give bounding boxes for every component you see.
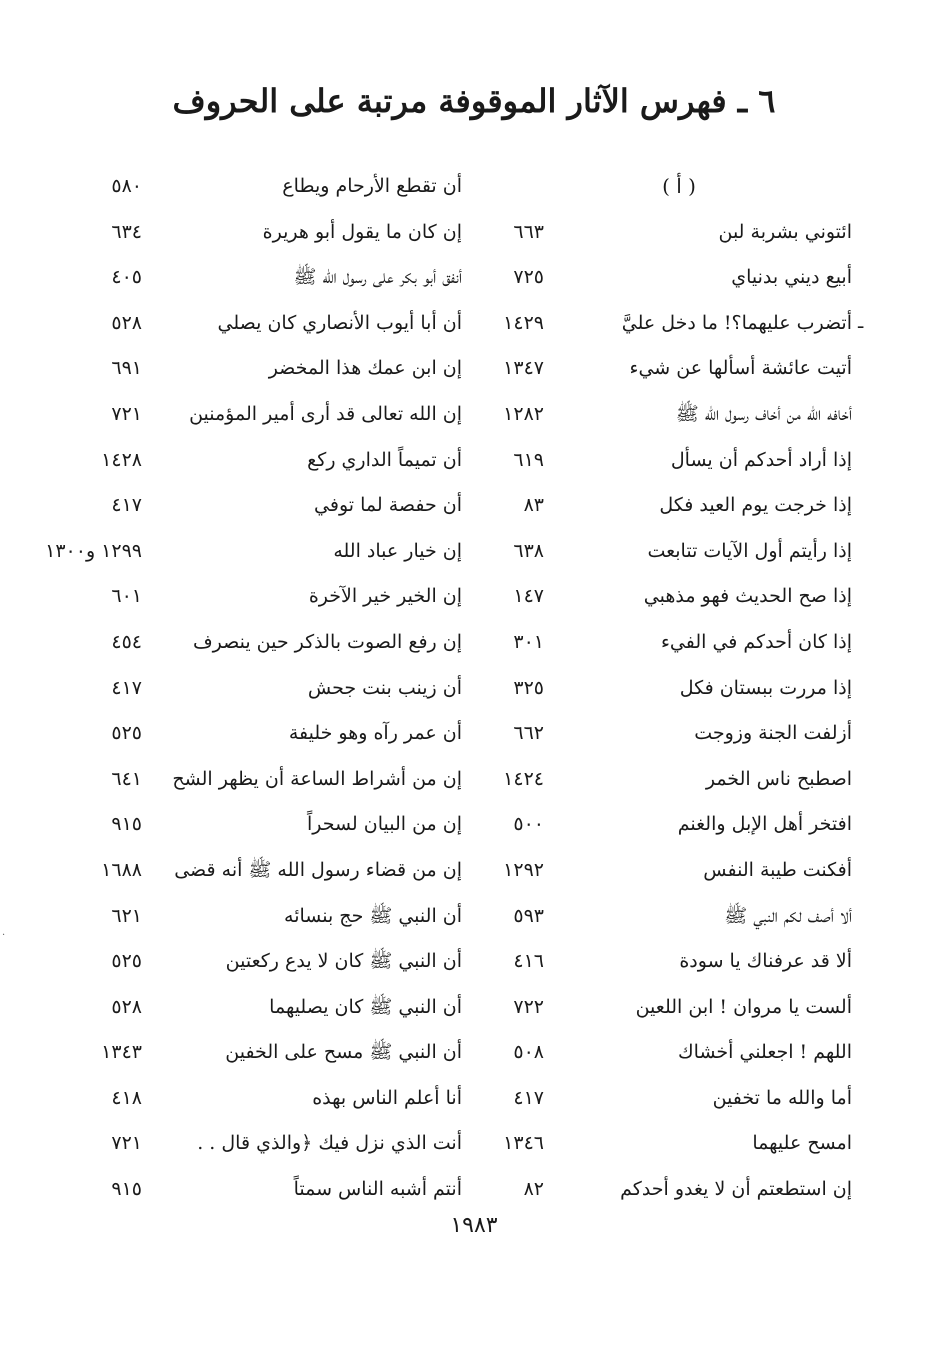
index-entry [492, 711, 852, 757]
entry-page-number: ١٤٢٨ [101, 448, 142, 471]
index-entry [94, 574, 462, 620]
entry-page-number: ٥٢٥ [111, 722, 142, 745]
index-title: ٦ ـ فهرس الآثار الموقوفة مرتبة على الحروف [172, 82, 776, 120]
entry-page-number: ٦٦٢ [513, 722, 544, 745]
index-entry [492, 939, 852, 985]
entry-page-number: ٥٠٨ [513, 1041, 544, 1064]
entry-text: افتخر أهل الإبل والغنم [677, 813, 852, 836]
entry-text: ألا قد عرفناك يا سودة [679, 950, 852, 973]
index-entry [492, 255, 852, 301]
entry-text: إن استطعتم أن لا يغدو أحدكم [620, 1178, 852, 1201]
entry-text: أن حفصة لما توفي [314, 494, 462, 517]
entry-text: أنت الذي نزل فيك ﴿والذي قال . . [197, 1132, 462, 1155]
entry-text: إذا أراد أحدكم أن يسأل [670, 448, 852, 471]
entry-text: اللهم ! اجعلني أخشاك [678, 1041, 852, 1064]
entry-text: أتضرب عليهما؟! ما دخل عليَّ [621, 311, 852, 334]
index-entry [94, 210, 462, 256]
index-entry [492, 210, 852, 256]
index-entry [94, 483, 462, 529]
index-entry [492, 301, 852, 347]
entry-text: أنا أعلم الناس بهذه [312, 1086, 462, 1109]
entry-text: إذا مررت ببستان فكل [679, 676, 852, 699]
page-number: ١٩٨٣ [450, 1213, 498, 1238]
entry-text: ألست يا مروان ! ابن اللعين [635, 995, 852, 1018]
entry-text: اصطبح ناس الخمر [705, 767, 852, 790]
entry-page-number: ١٤٧ [513, 585, 544, 608]
entry-text: أن النبي ﷺ كان لا يدع ركعتين [225, 950, 462, 973]
entry-text: أنتم أشبه الناس سمتاً [293, 1178, 462, 1201]
index-entry [492, 1121, 852, 1167]
entry-page-number: ٧٢٥ [513, 266, 544, 289]
index-entry [94, 757, 462, 803]
stray-mark: · [2, 930, 6, 941]
entry-page-number: ٥٢٨ [111, 311, 142, 334]
entry-page-number: ٤١٧ [111, 494, 142, 517]
entry-text: إن الله تعالى قد أرى أمير المؤمنين [189, 402, 462, 425]
entry-text: أن النبي ﷺ مسح على الخفين [225, 1041, 462, 1064]
entry-text: أتيت عائشة أسألها عن شيء [629, 357, 852, 380]
entry-text: أزلفت الجنة وزوجت [694, 722, 852, 745]
section-letter-heading [492, 164, 852, 210]
index-entry [94, 620, 462, 666]
entry-text: أن النبي ﷺ حج بنسائه [284, 904, 462, 927]
entry-text: أن زينب بنت جحش [307, 676, 462, 699]
index-entry [492, 666, 852, 712]
entry-page-number: ٥٩٣ [513, 904, 544, 927]
entry-page-number: ٦٠١ [111, 585, 142, 608]
index-entry [94, 392, 462, 438]
entry-page-number: ٧٢٢ [513, 995, 544, 1018]
index-entry [94, 255, 462, 301]
index-entry [94, 1030, 462, 1076]
entry-text: إن من البيان لسحراً [306, 813, 462, 836]
entry-text: أخافه الله من أخاف رسول الله ﷺ [675, 402, 852, 425]
entry-page-number: ٣٠١ [513, 630, 544, 653]
entry-page-number: ٤٥٤ [111, 630, 142, 653]
entry-page-number: ٥٠٠ [513, 813, 544, 836]
index-entry [492, 802, 852, 848]
entry-page-number: ٤١٧ [513, 1086, 544, 1109]
index-entry [45, 529, 462, 575]
index-entry [94, 848, 462, 894]
entry-page-number: ٤١٧ [111, 676, 142, 699]
index-entry [492, 848, 852, 894]
entry-page-number: ٨٣ [523, 494, 544, 517]
entry-page-number: ٦٦٣ [513, 220, 544, 243]
entry-text: ألا أصف لكم النبي ﷺ [724, 904, 852, 927]
entry-page-number: ٦٩١ [111, 357, 142, 380]
entry-text: ائتوني بشربة لبن [718, 220, 852, 243]
index-entry [94, 1121, 462, 1167]
entry-page-number: ٦٣٤ [111, 220, 142, 243]
index-entry [492, 1030, 852, 1076]
entry-page-number: ١٣٤٧ [503, 357, 544, 380]
entry-page-number: ١٢٩٢ [503, 858, 544, 881]
entry-text: أما والله ما تخفين [712, 1086, 852, 1109]
entry-page-number: ٥٢٥ [111, 950, 142, 973]
index-entry [492, 574, 852, 620]
entry-text: إن ابن عمك هذا المخضر [268, 357, 462, 380]
entry-text: أن تميماً الداري ركع [307, 448, 462, 471]
index-entry [94, 939, 462, 985]
entry-text: أنفق أبو بكر على رسول الله ﷺ [293, 266, 462, 289]
index-entry [94, 346, 462, 392]
entry-text: إن خيار عباد الله [333, 539, 462, 562]
entry-text: إذا صح الحديث فهو مذهبي [643, 585, 852, 608]
entry-page-number: ١٦٨٨ [101, 858, 142, 881]
entry-text: إن رفع الصوت بالذكر حين ينصرف [192, 630, 462, 653]
entry-page-number: ١٢٩٩ و١٣٠٠ [45, 539, 142, 562]
entry-page-number: ٨٢ [523, 1178, 544, 1201]
entry-page-number: ٣٢٥ [513, 676, 544, 699]
index-column-left [45, 164, 462, 1213]
index-entry [94, 438, 462, 484]
entry-page-number: ٧٢١ [111, 1132, 142, 1155]
entry-page-number: ٦٣٨ [513, 539, 544, 562]
entry-text: إن الخير خير الآخرة [308, 585, 462, 608]
index-entry [492, 438, 852, 484]
index-entry [94, 1076, 462, 1122]
entry-text: أن تقطع الأرحام ويطاع [282, 175, 462, 197]
entry-page-number: ٦٢١ [111, 904, 142, 927]
entry-page-number: ٩١٥ [111, 1178, 142, 1201]
index-entry [94, 802, 462, 848]
entry-text: إن كان ما يقول أبو هريرة [262, 220, 462, 243]
entry-page-number: ٦١٩ [513, 448, 544, 471]
entry-text: أن أبا أيوب الأنصاري كان يصلي [217, 311, 462, 334]
index-entry [94, 711, 462, 757]
index-entry [94, 666, 462, 712]
index-entry [492, 620, 852, 666]
entry-page-number: ٥٨٠ [111, 175, 142, 197]
entry-text: إذا خرجت يوم العيد فكل [659, 494, 852, 517]
index-entry [492, 1076, 852, 1122]
entry-page-number: ١٣٤٣ [101, 1041, 142, 1064]
index-entry [94, 1167, 462, 1213]
entry-page-number: ٧٢١ [111, 402, 142, 425]
entry-page-number: ٦٤١ [111, 767, 142, 790]
entry-page-number: ٤١٦ [513, 950, 544, 973]
entry-page-number: ١٤٢٩ [503, 311, 544, 334]
entry-page-number: ١٤٢٤ [503, 767, 544, 790]
index-entry [492, 392, 852, 438]
index-entry [94, 164, 462, 210]
entry-text: أن عمر رآه وهو خليفة [288, 722, 462, 745]
entry-text: امسح عليهما [752, 1132, 852, 1155]
entry-page-number: ٤٠٥ [111, 266, 142, 289]
entry-page-number: ٩١٥ [111, 813, 142, 836]
entry-text: إذا كان أحدكم في الفيء [660, 630, 852, 653]
index-entry [492, 483, 852, 529]
entry-text: أن النبي ﷺ كان يصليهما [269, 995, 462, 1018]
index-entry [492, 529, 852, 575]
entry-text: أفكنت طيبة النفس [703, 858, 852, 881]
index-entry [492, 985, 852, 1031]
section-letter: ( أ ) [662, 174, 696, 198]
index-entry [94, 894, 462, 940]
entry-page-number: ١٣٤٦ [503, 1132, 544, 1155]
entry-page-number: ٤١٨ [111, 1086, 142, 1109]
index-entry [492, 1167, 852, 1213]
index-entry [492, 346, 852, 392]
index-entry [492, 757, 852, 803]
index-entry [94, 301, 462, 347]
margin-mark: ـ [858, 312, 864, 333]
index-column-right [492, 164, 852, 1213]
entry-text: أبيع ديني بدنياي [731, 266, 852, 289]
entry-text: إن من أشراط الساعة أن يظهر الشح [172, 767, 462, 790]
index-entry [94, 985, 462, 1031]
entry-page-number: ٥٢٨ [111, 995, 142, 1018]
index-entry [492, 894, 852, 940]
entry-page-number: ١٢٨٢ [503, 402, 544, 425]
entry-text: إذا رأيتم أول الآيات تتابعت [647, 539, 852, 562]
entry-text: إن من قضاء رسول الله ﷺ أنه قضى [174, 858, 462, 881]
